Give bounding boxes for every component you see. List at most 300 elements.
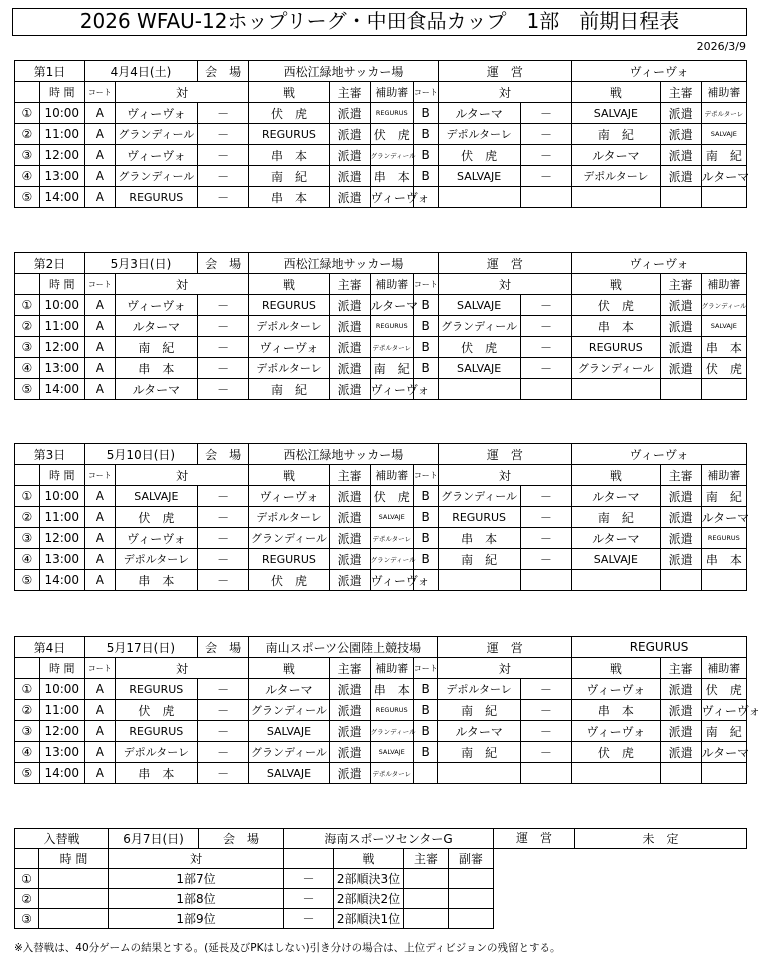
home-team: REGURUS xyxy=(115,679,197,700)
court-b: B xyxy=(413,166,438,187)
round-date: 5月3日(日) xyxy=(84,253,197,274)
assist-ref: デポルターレ xyxy=(370,337,413,358)
home-team: グランディール xyxy=(115,166,197,187)
assist-ref-b xyxy=(701,187,746,208)
playoff-main-ref xyxy=(404,869,449,889)
home-team: REGURUS xyxy=(115,187,197,208)
round-date: 5月10日(日) xyxy=(84,444,197,465)
match-time: 11:00 xyxy=(39,124,84,145)
home-team-b: 南 紀 xyxy=(438,742,520,763)
vs-dash: － xyxy=(197,337,248,358)
match-row xyxy=(15,124,747,145)
court-header: コート xyxy=(413,658,438,679)
vs-dash: － xyxy=(197,549,248,570)
court-a: A xyxy=(84,763,115,784)
playoff-operator-cell xyxy=(494,829,747,849)
home-team: 串 本 xyxy=(115,763,197,784)
vs-dash: － xyxy=(197,486,248,507)
round-table xyxy=(14,636,761,784)
assist-ref-header: 補助審 xyxy=(701,274,746,295)
playoff-main-ref xyxy=(404,909,449,929)
main-ref-b: 派遣 xyxy=(660,507,701,528)
vs-dash: － xyxy=(197,570,248,591)
main-ref: 派遣 xyxy=(329,166,370,187)
vs-dash: － xyxy=(197,124,248,145)
operator-name: ヴィーヴォ xyxy=(572,444,747,465)
away-team-b: ヴィーヴォ xyxy=(572,721,660,742)
assist-ref-b: 串 本 xyxy=(701,549,746,570)
blank-cell xyxy=(15,274,40,295)
blank-cell xyxy=(494,889,747,909)
assist-ref-b: SALVAJE xyxy=(701,124,746,145)
away-team: 串 本 xyxy=(249,187,329,208)
match-time: 11:00 xyxy=(39,316,84,337)
away-team-b: 南 紀 xyxy=(572,507,660,528)
assist-ref-header: 補助審 xyxy=(701,465,746,486)
match-row xyxy=(15,337,747,358)
round-table xyxy=(14,443,750,591)
playoff-sub-ref-header: 副審 xyxy=(449,849,494,869)
match-time: 13:00 xyxy=(39,358,84,379)
match-number: ① xyxy=(15,679,40,700)
playoff-number: ② xyxy=(15,889,39,909)
main-ref-header: 主審 xyxy=(660,82,701,103)
away-team-b xyxy=(572,187,660,208)
vs-dash: － xyxy=(197,721,248,742)
match-time: 12:00 xyxy=(39,337,84,358)
assist-ref-b: 南 紀 xyxy=(701,721,746,742)
footnote: ※入替戦は、40分ゲームの結果とする。(延長及びPKはしない)引き分けの場合は、上位ディビジョンの残留とする。 xyxy=(14,942,561,954)
venue-name: 西松江緑地サッカー場 xyxy=(249,444,438,465)
operator-label: 運 営 xyxy=(438,444,572,465)
match-time: 12:00 xyxy=(39,528,84,549)
home-team: 串 本 xyxy=(115,358,197,379)
match-number: ④ xyxy=(15,742,40,763)
match-number: ② xyxy=(15,507,40,528)
home-team: 南 紀 xyxy=(115,337,197,358)
match-number: ① xyxy=(15,295,40,316)
venue-name: 西松江緑地サッカー場 xyxy=(249,253,438,274)
away-team: ルターマ xyxy=(249,679,329,700)
away-team: REGURUS xyxy=(249,549,329,570)
match-time: 13:00 xyxy=(39,166,84,187)
main-ref: 派遣 xyxy=(329,187,370,208)
sen-header: 戦 xyxy=(249,658,329,679)
assist-ref: REGURUS xyxy=(370,700,413,721)
court-a: A xyxy=(84,337,115,358)
away-team: グランディール xyxy=(249,742,329,763)
assist-ref: ヴィーヴォ xyxy=(370,187,413,208)
match-time: 10:00 xyxy=(39,679,84,700)
match-row xyxy=(15,379,747,400)
blank-cell xyxy=(494,909,747,929)
main-ref: 派遣 xyxy=(329,507,370,528)
match-time: 11:00 xyxy=(39,700,84,721)
playoff-dash: － xyxy=(284,869,334,889)
vs-dash-b: － xyxy=(520,145,571,166)
vs-dash: － xyxy=(197,103,248,124)
home-team-b: デポルターレ xyxy=(438,124,520,145)
main-ref: 派遣 xyxy=(329,337,370,358)
operator-name: ヴィーヴォ xyxy=(572,253,747,274)
main-ref-b: 派遣 xyxy=(660,316,701,337)
assist-ref: REGURUS xyxy=(370,316,413,337)
main-ref-b: 派遣 xyxy=(660,679,701,700)
vs-dash: － xyxy=(197,700,248,721)
home-team-b: ルターマ xyxy=(438,103,520,124)
court-header: コート xyxy=(413,274,438,295)
blank-cell xyxy=(15,465,40,486)
home-team: ルターマ xyxy=(115,379,197,400)
match-row xyxy=(15,486,747,507)
home-team-b: SALVAJE xyxy=(438,166,520,187)
away-team-b: REGURUS xyxy=(572,337,660,358)
venue-name: 南山スポーツ公園陸上競技場 xyxy=(249,637,438,658)
main-ref: 派遣 xyxy=(329,742,370,763)
assist-ref: ヴィーヴォ xyxy=(370,379,413,400)
home-team: SALVAJE xyxy=(115,486,197,507)
assist-ref-b: REGURUS xyxy=(701,528,746,549)
away-team: SALVAJE xyxy=(249,721,329,742)
playoff-away: 2部順決1位 xyxy=(334,909,404,929)
home-team-b: 南 紀 xyxy=(438,700,520,721)
playoff-away: 2部順決3位 xyxy=(334,869,404,889)
court-b: B xyxy=(413,295,438,316)
venue-name: 西松江緑地サッカー場 xyxy=(249,61,438,82)
vs-dash-b: － xyxy=(520,700,571,721)
match-number: ⑤ xyxy=(15,763,40,784)
away-team: デポルターレ xyxy=(249,316,329,337)
home-team-b xyxy=(438,570,520,591)
match-row xyxy=(15,721,747,742)
match-row xyxy=(15,549,747,570)
match-row xyxy=(15,528,747,549)
assist-ref-b: 串 本 xyxy=(701,337,746,358)
match-time: 13:00 xyxy=(39,742,84,763)
main-ref: 派遣 xyxy=(329,763,370,784)
match-time: 12:00 xyxy=(39,145,84,166)
main-ref: 派遣 xyxy=(329,721,370,742)
main-ref: 派遣 xyxy=(329,570,370,591)
match-row xyxy=(15,187,747,208)
sen-header: 戦 xyxy=(249,82,329,103)
home-team-b: SALVAJE xyxy=(438,295,520,316)
court-b: B xyxy=(413,742,438,763)
playoff-row xyxy=(15,909,747,929)
playoff-venue: 海南スポーツセンターG xyxy=(284,829,494,849)
assist-ref: SALVAJE xyxy=(370,507,413,528)
vs-dash-b: － xyxy=(520,507,571,528)
court-header: コート xyxy=(413,465,438,486)
playoff-dash: － xyxy=(284,889,334,909)
assist-ref: 伏 虎 xyxy=(370,486,413,507)
assist-ref-header: 補助審 xyxy=(370,658,413,679)
main-ref-b: 派遣 xyxy=(660,528,701,549)
home-team: 伏 虎 xyxy=(115,507,197,528)
main-ref: 派遣 xyxy=(329,679,370,700)
home-team: ヴィーヴォ xyxy=(115,145,197,166)
main-ref-header: 主審 xyxy=(329,82,370,103)
court-header: コート xyxy=(84,274,115,295)
match-row xyxy=(15,166,747,187)
assist-ref-header: 補助審 xyxy=(370,274,413,295)
vs-dash-b xyxy=(520,570,571,591)
assist-ref: 串 本 xyxy=(370,679,413,700)
sen-header: 戦 xyxy=(249,465,329,486)
match-time: 10:00 xyxy=(39,103,84,124)
blank-cell xyxy=(494,869,747,889)
match-number: ⑤ xyxy=(15,379,40,400)
vs-dash: － xyxy=(197,507,248,528)
playoff-home: 1部9位 xyxy=(109,909,284,929)
away-team-b: グランディール xyxy=(572,358,660,379)
court-a: A xyxy=(84,679,115,700)
court-a: A xyxy=(84,145,115,166)
venue-label: 会 場 xyxy=(197,61,248,82)
vs-dash-b: － xyxy=(520,295,571,316)
away-team: 伏 虎 xyxy=(249,103,329,124)
home-team: デポルターレ xyxy=(115,742,197,763)
match-row xyxy=(15,570,747,591)
match-row xyxy=(15,700,747,721)
vs-dash: － xyxy=(197,295,248,316)
court-header: コート xyxy=(84,82,115,103)
playoff-time xyxy=(39,889,109,909)
vs-dash-b xyxy=(520,763,571,784)
court-a: A xyxy=(84,103,115,124)
assist-ref-b: 南 紀 xyxy=(701,486,746,507)
match-row xyxy=(15,103,747,124)
time-header: 時 間 xyxy=(39,465,84,486)
away-team-b: 南 紀 xyxy=(572,124,660,145)
assist-ref-b: ルターマ xyxy=(701,166,746,187)
court-a: A xyxy=(84,124,115,145)
match-row xyxy=(15,679,747,700)
round-date: 5月17日(日) xyxy=(84,637,197,658)
sen-header: 戦 xyxy=(572,658,660,679)
away-team-b: 串 本 xyxy=(572,700,660,721)
match-time: 14:00 xyxy=(39,379,84,400)
match-time: 10:00 xyxy=(39,486,84,507)
main-ref-b xyxy=(660,763,701,784)
main-ref-b: 派遣 xyxy=(660,103,701,124)
main-ref: 派遣 xyxy=(329,316,370,337)
match-number: ① xyxy=(15,103,40,124)
away-team: グランディール xyxy=(249,528,329,549)
assist-ref: ヴィーヴォ xyxy=(370,570,413,591)
vs-header: 対 xyxy=(115,658,249,679)
away-team: デポルターレ xyxy=(249,507,329,528)
sen-header: 戦 xyxy=(572,465,660,486)
playoff-time xyxy=(39,909,109,929)
assist-ref: SALVAJE xyxy=(370,742,413,763)
playoff-number: ③ xyxy=(15,909,39,929)
match-row xyxy=(15,507,747,528)
match-number: ③ xyxy=(15,145,40,166)
match-number: ① xyxy=(15,486,40,507)
assist-ref-b: グランディール xyxy=(701,295,746,316)
operator-name: ヴィーヴォ xyxy=(572,61,747,82)
main-ref-header: 主審 xyxy=(660,274,701,295)
court-a: A xyxy=(84,742,115,763)
away-team: REGURUS xyxy=(249,295,329,316)
main-ref: 派遣 xyxy=(329,124,370,145)
home-team: デポルターレ xyxy=(115,549,197,570)
match-time: 12:00 xyxy=(39,721,84,742)
operator-label: 運 営 xyxy=(438,253,572,274)
away-team-b xyxy=(572,570,660,591)
away-team-b: 串 本 xyxy=(572,316,660,337)
playoff-round: 入替戦 xyxy=(15,829,109,849)
court-a: A xyxy=(84,166,115,187)
court-a: A xyxy=(84,187,115,208)
vs-dash: － xyxy=(197,742,248,763)
assist-ref-b: デポルターレ xyxy=(701,103,746,124)
away-team: 串 本 xyxy=(249,145,329,166)
venue-label: 会 場 xyxy=(197,444,248,465)
main-ref: 派遣 xyxy=(329,379,370,400)
playoff-main-ref xyxy=(404,889,449,909)
match-number: ④ xyxy=(15,166,40,187)
vs-dash-b: － xyxy=(520,124,571,145)
away-team-b: 伏 虎 xyxy=(572,742,660,763)
home-team: 伏 虎 xyxy=(115,700,197,721)
main-ref: 派遣 xyxy=(329,700,370,721)
away-team: ヴィーヴォ xyxy=(249,337,329,358)
main-ref: 派遣 xyxy=(329,145,370,166)
main-ref-b xyxy=(660,379,701,400)
home-team: ヴィーヴォ xyxy=(115,103,197,124)
assist-ref-b: ヴィーヴォ xyxy=(701,700,746,721)
vs-dash: － xyxy=(197,166,248,187)
court-b: B xyxy=(413,358,438,379)
assist-ref: ルターマ xyxy=(370,295,413,316)
sen-header: 戦 xyxy=(572,274,660,295)
home-team: REGURUS xyxy=(115,721,197,742)
home-team: ルターマ xyxy=(115,316,197,337)
main-ref-b: 派遣 xyxy=(660,486,701,507)
venue-label: 会 場 xyxy=(197,637,248,658)
vs-dash-b xyxy=(520,379,571,400)
court-b: B xyxy=(413,721,438,742)
vs-dash-b: － xyxy=(520,103,571,124)
round-label: 第3日 xyxy=(15,444,85,465)
away-team-b: デポルターレ xyxy=(572,166,660,187)
blank-cell xyxy=(15,658,40,679)
away-team-b: ルターマ xyxy=(572,486,660,507)
playoff-time xyxy=(39,869,109,889)
vs-dash: － xyxy=(197,187,248,208)
blank-cell xyxy=(15,82,40,103)
match-time: 14:00 xyxy=(39,763,84,784)
playoff-operator-label: 運 営 xyxy=(494,829,575,848)
away-team-b: SALVAJE xyxy=(572,103,660,124)
court-header: コート xyxy=(84,465,115,486)
court-a: A xyxy=(84,721,115,742)
main-ref-b: 派遣 xyxy=(660,358,701,379)
assist-ref-b: SALVAJE xyxy=(701,316,746,337)
main-ref-header: 主審 xyxy=(329,274,370,295)
vs-header: 対 xyxy=(438,82,572,103)
vs-header: 対 xyxy=(115,274,249,295)
assist-ref-b: ルターマ xyxy=(701,507,746,528)
home-team-b xyxy=(438,379,520,400)
match-number: ③ xyxy=(15,337,40,358)
main-ref-b: 派遣 xyxy=(660,166,701,187)
away-team: SALVAJE xyxy=(249,763,329,784)
assist-ref: グランディール xyxy=(370,145,413,166)
court-a: A xyxy=(84,358,115,379)
main-ref: 派遣 xyxy=(329,295,370,316)
court-b: B xyxy=(413,507,438,528)
playoff-sub-ref xyxy=(449,889,494,909)
vs-dash-b xyxy=(520,187,571,208)
playoff-sub-ref xyxy=(449,909,494,929)
vs-dash-b: － xyxy=(520,528,571,549)
issue-date: 2026/3/9 xyxy=(696,40,746,53)
vs-dash-b: － xyxy=(520,486,571,507)
assist-ref-b: 南 紀 xyxy=(701,145,746,166)
vs-dash-b: － xyxy=(520,358,571,379)
assist-ref-b: 伏 虎 xyxy=(701,358,746,379)
match-number: ⑤ xyxy=(15,187,40,208)
court-a: A xyxy=(84,700,115,721)
venue-label: 会 場 xyxy=(197,253,248,274)
home-team-b: グランディール xyxy=(438,486,520,507)
main-ref: 派遣 xyxy=(329,549,370,570)
vs-dash-b: － xyxy=(520,721,571,742)
home-team-b: SALVAJE xyxy=(438,358,520,379)
main-ref-header: 主審 xyxy=(329,658,370,679)
match-number: ③ xyxy=(15,721,40,742)
away-team: グランディール xyxy=(249,700,329,721)
match-number: ③ xyxy=(15,528,40,549)
assist-ref: グランディール xyxy=(370,721,413,742)
playoff-vs-header: 対 xyxy=(109,849,284,869)
vs-header: 対 xyxy=(115,465,249,486)
sen-header: 戦 xyxy=(572,82,660,103)
match-number: ② xyxy=(15,316,40,337)
playoff-time-header: 時 間 xyxy=(39,849,109,869)
away-team: 南 紀 xyxy=(249,166,329,187)
vs-dash: － xyxy=(197,316,248,337)
playoff-home: 1部8位 xyxy=(109,889,284,909)
home-team-b: 串 本 xyxy=(438,528,520,549)
round-date: 4月4日(土) xyxy=(84,61,197,82)
court-b: B xyxy=(413,103,438,124)
court-b: B xyxy=(413,124,438,145)
vs-dash: － xyxy=(197,379,248,400)
away-team: 南 紀 xyxy=(249,379,329,400)
court-header: コート xyxy=(84,658,115,679)
match-number: ④ xyxy=(15,549,40,570)
vs-dash: － xyxy=(197,763,248,784)
match-number: ⑤ xyxy=(15,570,40,591)
main-ref-b xyxy=(660,187,701,208)
assist-ref: デポルターレ xyxy=(370,528,413,549)
main-ref: 派遣 xyxy=(329,358,370,379)
operator-label: 運 営 xyxy=(438,637,572,658)
vs-dash: － xyxy=(197,145,248,166)
match-time: 13:00 xyxy=(39,549,84,570)
main-ref-b xyxy=(660,570,701,591)
assist-ref-header: 補助審 xyxy=(370,82,413,103)
court-a: A xyxy=(84,549,115,570)
home-team: 串 本 xyxy=(115,570,197,591)
vs-header: 対 xyxy=(438,658,572,679)
playoff-row xyxy=(15,869,747,889)
playoff-home: 1部7位 xyxy=(109,869,284,889)
